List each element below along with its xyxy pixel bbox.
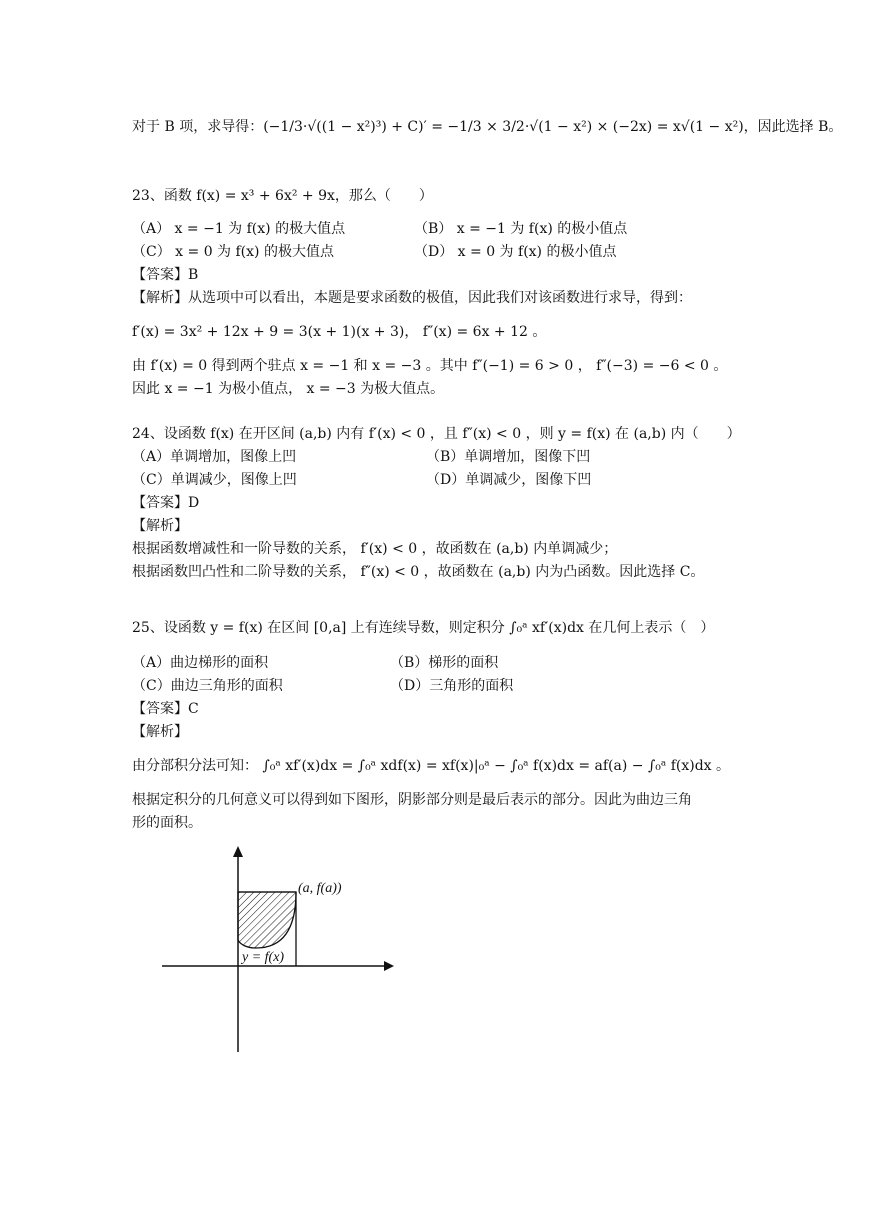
q24-analysis-head: 【解析】 bbox=[132, 518, 188, 534]
q23-analysis-3: 由 f′(x) = 0 得到两个驻点 x = −1 和 x = −3 。其中 f″(−1) = 6 > 0 ， f″(−3) = −6 < 0 。 bbox=[132, 358, 728, 374]
x-axis-arrow bbox=[384, 961, 394, 971]
shaded-region bbox=[238, 892, 296, 948]
q23-option-b: （B） x = −1 为 f(x) 的极小值点 bbox=[414, 221, 628, 237]
question-24: 24、设函数 f(x) 在开区间 (a,b) 内有 f′(x) < 0 ，且 f″(x) < 0 ，则 y = f(x) 在 (a,b) 内（ ） bbox=[132, 426, 741, 442]
q23-analysis-1: 【解析】从选项中可以看出，本题是要求函数的极值，因此我们对该函数进行求导，得到： bbox=[132, 290, 692, 306]
q25-analysis-1: 由分部积分法可知： ∫₀ᵃ xf′(x)dx = ∫₀ᵃ xdf(x) = xf(x)|₀ᵃ − ∫₀ᵃ f(x)dx = af(a) − ∫₀ᵃ f(x)dx 。 bbox=[132, 758, 731, 774]
q23-analysis-4: 因此 x = −1 为极小值点， x = −3 为极大值点。 bbox=[132, 381, 445, 397]
q24-analysis-1: 根据函数增减性和一阶导数的关系， f′(x) < 0 ，故函数在 (a,b) 内单调减少； bbox=[132, 541, 618, 557]
q23-option-d: （D） x = 0 为 f(x) 的极小值点 bbox=[414, 244, 617, 260]
integral-area-figure bbox=[150, 840, 410, 1060]
q25-option-d: （D）三角形的面积 bbox=[390, 678, 514, 694]
q24-answer: 【答案】D bbox=[132, 495, 200, 511]
q23-analysis-2: f′(x) = 3x² + 12x + 9 = 3(x + 1)(x + 3)， f″(x) = 6x + 12 。 bbox=[132, 324, 547, 340]
point-label: (a, f(a)) bbox=[298, 881, 342, 896]
question-25: 25、设函数 y = f(x) 在区间 [0,a] 上有连续导数，则定积分 ∫₀ᵃ xf′(x)dx 在几何上表示（ ） bbox=[132, 620, 715, 636]
q25-analysis-2: 根据定积分的几何意义可以得到如下图形，阴影部分则是最后表示的部分。因此为曲边三角 bbox=[132, 792, 692, 808]
q24-option-c: （C）单调减少，图像上凹 bbox=[132, 472, 297, 488]
q25-option-a: （A）曲边梯形的面积 bbox=[132, 655, 269, 671]
q25-option-c: （C）曲边三角形的面积 bbox=[132, 678, 283, 694]
q25-analysis-head: 【解析】 bbox=[132, 724, 188, 740]
q24-option-b: （B）单调增加，图像下凹 bbox=[426, 449, 591, 465]
q25-option-b: （B）梯形的面积 bbox=[390, 655, 499, 671]
text-b-derivative: 对于 B 项，求导得：(−1/3·√((1 − x²)³) + C)′ = −1/3 × 3/2·√(1 − x²) × (−2x) = x√(1 − x²)，因此选择 B。 bbox=[132, 119, 843, 135]
q24-option-d: （D）单调减少，图像下凹 bbox=[426, 472, 592, 488]
q23-option-a: （A） x = −1 为 f(x) 的极大值点 bbox=[132, 221, 346, 237]
q23-option-c: （C） x = 0 为 f(x) 的极大值点 bbox=[132, 244, 334, 260]
q23-answer: 【答案】B bbox=[132, 267, 199, 283]
question-23: 23、函数 f(x) = x³ + 6x² + 9x，那么（ ） bbox=[132, 188, 433, 204]
q25-answer: 【答案】C bbox=[132, 701, 199, 717]
q24-option-a: （A）单调增加，图像上凹 bbox=[132, 449, 297, 465]
curve-label: y = f(x) bbox=[242, 950, 285, 965]
q24-analysis-2: 根据函数凹凸性和二阶导数的关系， f″(x) < 0 ，故函数在 (a,b) 内为凸函数。因此选择 C。 bbox=[132, 564, 705, 580]
y-axis-arrow bbox=[233, 846, 243, 857]
q25-analysis-3: 形的面积。 bbox=[132, 815, 202, 831]
